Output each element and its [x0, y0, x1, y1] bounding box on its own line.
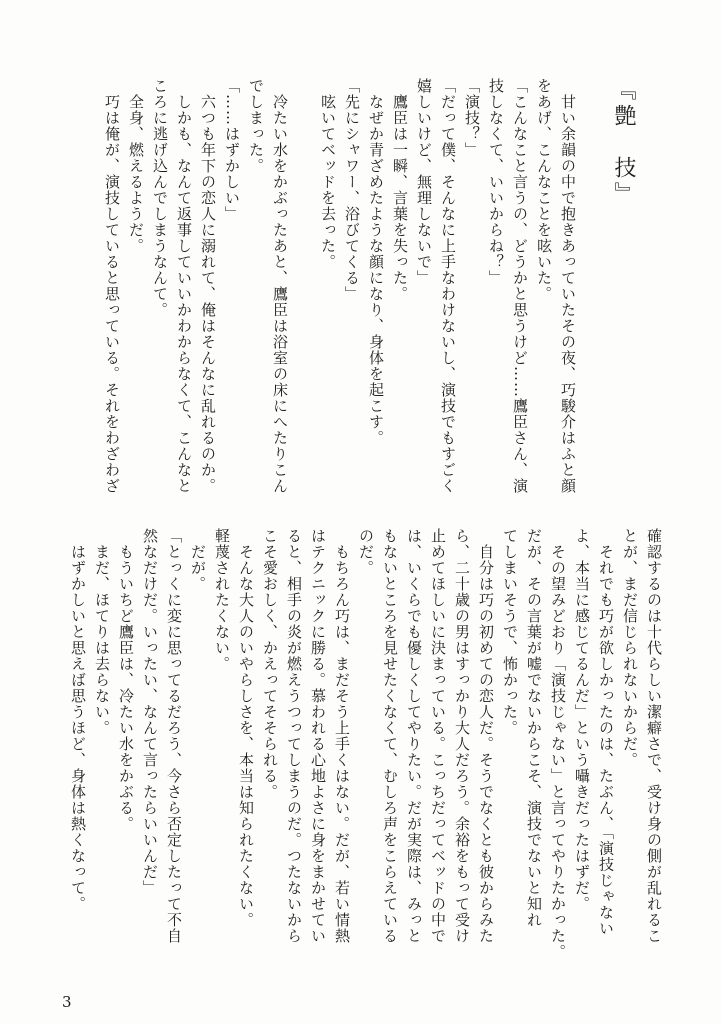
- text-line: 呟いてベッドを去った。: [319, 78, 337, 270]
- text-line: その望みどおり「演技じゃない」と言ってやりたかった。: [549, 528, 567, 960]
- text-line: だが、その言葉が嘘でないからこそ、演技でないと知れ: [525, 528, 543, 928]
- text-line: もないところを見せたくなくて、むしろ声をこらえている: [381, 528, 399, 944]
- text-line: 嬉しいけど、無理しないで」: [415, 78, 433, 286]
- text-line: しかも、なんて返事していいかわからなくて、こんなと: [175, 78, 193, 494]
- text-line: だが。: [189, 528, 207, 592]
- text-line: 止めてほしいに決まっている。こっちだってベッドの中で: [429, 528, 447, 944]
- text-line: はテクニックに勝る。慕われる心地よさに身をまかせてい: [309, 528, 327, 944]
- text-line: 「こんなこと言うの、どうかと思うけど……鷹臣さん、演: [511, 78, 529, 494]
- text-line: とが、まだ信じられないからだ。: [621, 528, 639, 768]
- top-text-block: [100, 78, 642, 514]
- text-line: ころに逃げ込んでしまうなんて。: [151, 78, 169, 318]
- text-line: 軽蔑されたくない。: [213, 528, 231, 672]
- text-line: なぜか青ざめたような顔になり、身体を起こす。: [367, 78, 385, 446]
- page-number: 3: [62, 993, 72, 1011]
- text-line: でしまった。: [247, 78, 265, 174]
- text-line: 「とっくに変に思ってるだろう、今さら否定したって不自: [165, 528, 183, 944]
- text-line: をあげ、こんなことを呟いた。: [535, 78, 553, 302]
- text-line: [292, 78, 316, 514]
- text-line: そんな大人のいやらしさを、本当は知られたくない。: [237, 528, 255, 928]
- text-line: まだ、ほてりは去らない。: [93, 528, 111, 736]
- text-line: もちろん巧は、まだそう上手くはない。だが、若い情熱: [333, 528, 351, 944]
- text-line: 巧は俺が、演技していると思っている。それをわざわざ: [103, 78, 121, 494]
- text-line: 甘い余韻の中で抱きあっていたその夜、巧駿介はふと顔: [559, 78, 577, 494]
- text-line: 確認するのは十代らしい潔癖さで、受け身の側が乱れるこ: [645, 528, 663, 944]
- text-line: もういちど鷹臣は、冷たい水をかぶる。: [117, 528, 135, 832]
- bottom-lines: [66, 528, 666, 968]
- text-line: 自分は巧の初めての恋人だ。そうでなくとも彼からみた: [477, 528, 495, 944]
- text-line: 全身、燃えるようだ。: [127, 78, 145, 254]
- text-line: ると、相手の炎が燃えうつってしまうのだ。つたないから: [285, 528, 303, 944]
- text-line: 「先にシャワー、浴びてくる」: [343, 78, 361, 302]
- text-line: こそ愛おしく、かえってそそられる。: [261, 528, 279, 800]
- text-line: 六つも年下の恋人に溺れて、俺はそんなに乱れるのか。: [199, 78, 217, 494]
- text-line: は、いくらでも優しくしてやりたい。だが実際は、みっと: [405, 528, 423, 944]
- text-line: それでも巧が欲しかったのは、たぶん、「演技じゃない: [597, 528, 615, 937]
- text-line: のだ。: [357, 528, 375, 576]
- text-line: てしまいそうで、怖かった。: [501, 528, 519, 736]
- text-line: 鷹臣は一瞬、言葉を失った。: [391, 78, 409, 302]
- text-line: よ、本当に感じてるんだ」という囁きだったはずだ。: [573, 528, 591, 912]
- text-line: 冷たい水をかぶったあと、鷹臣は浴室の床にへたりこん: [271, 78, 289, 494]
- text-line: ら、二十歳の男はすっかり大人だろう。余裕をもって受け: [453, 528, 471, 944]
- text-line: 「……はずかしい」: [223, 78, 241, 222]
- page-title: 『艶 技』: [611, 78, 636, 208]
- top-lines: [100, 78, 580, 514]
- text-line: 「だって僕、そんなに上手なわけないし、演技でもすごく: [439, 78, 457, 494]
- text-line: 技しなくて、いいからね？」: [487, 78, 505, 286]
- text-line: はずかしいと思えば思うほど、身体は熱くなって。: [69, 528, 87, 912]
- bottom-text-block: [66, 528, 666, 968]
- text-line: 然なだけだ。いったい、なんて言ったらいいんだ」: [141, 528, 159, 896]
- text-line: 「演技？」: [463, 78, 481, 158]
